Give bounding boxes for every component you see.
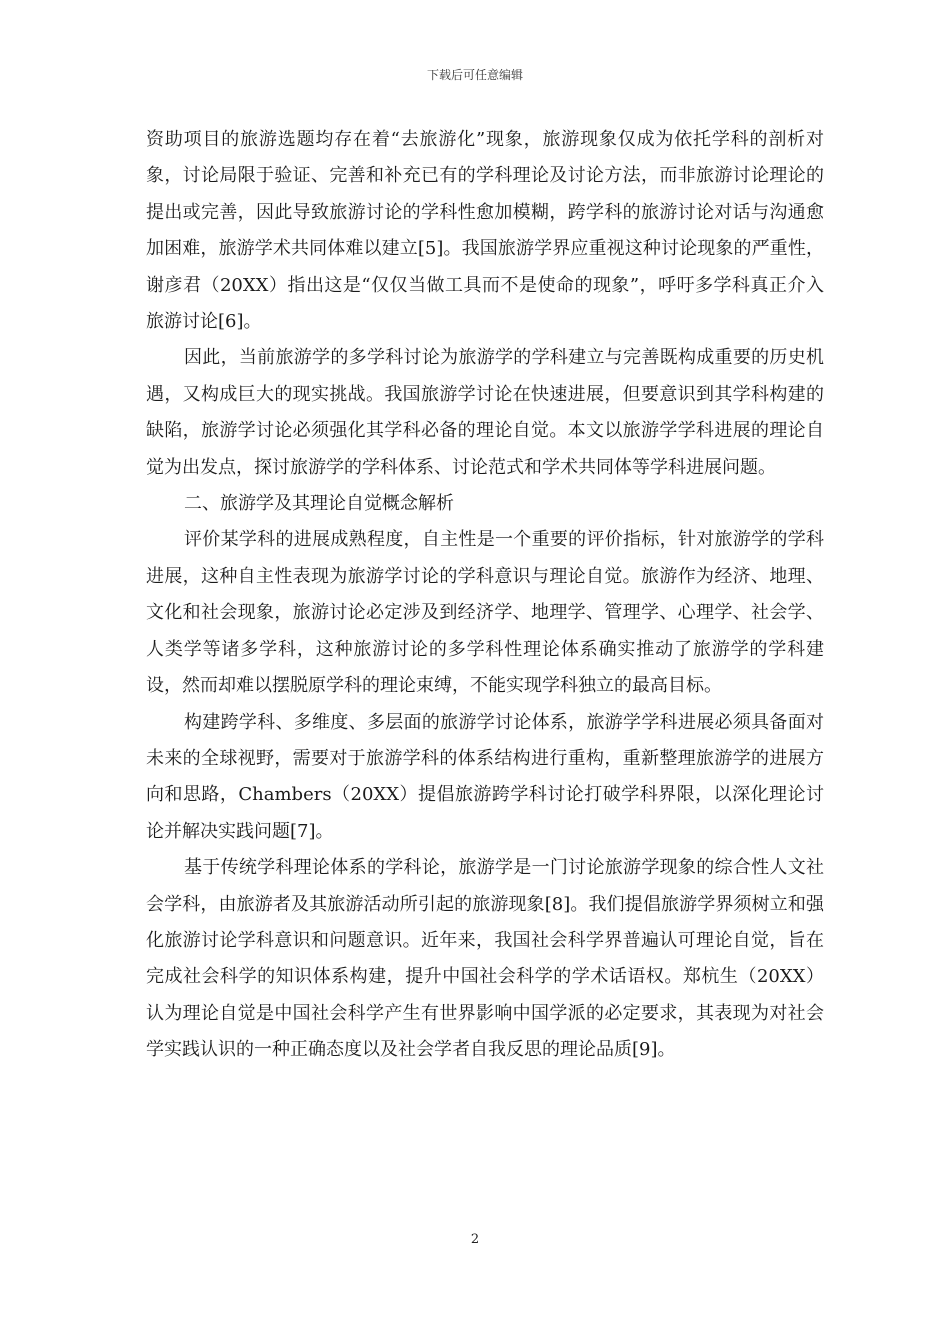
- document-body: [146, 122, 824, 1069]
- paragraph-autonomy: 评价某学科的进展成熟程度，自主性是一个重要的评价指标，针对旅游学的学科进展，这种自主性表现为旅游学讨论的学科意识与理论自觉。旅游作为经济、地理、文化和社会现象，旅游讨论必定涉及到经济学、地理学、管理学、心理学、社会学、人类学等诸多学科，这种旅游讨论的多学科性理论体系确实推动了旅游学的学科建设，然而却难以摆脱原学科的理论束缚，不能实现学科独立的最高目标。: [146, 529, 824, 697]
- paragraph-theoretical-consciousness: 基于传统学科理论体系的学科论，旅游学是一门讨论旅游学现象的综合性人文社会学科，由旅游者及其旅游活动所引起的旅游现象[8]。我们提倡旅游学界须树立和强化旅游讨论学科意识和问题意识。近年来，我国社会科学界普遍认可理论自觉，旨在完成社会科学的知识体系构建，提升中国社会科学的学术话语权。郑杭生（20XX）认为理论自觉是中国社会科学产生有世界影响中国学派的必定要求，其表现为对社会学实践认识的一种正确态度以及社会学者自我反思的理论品质[9]。: [146, 857, 824, 1061]
- page-number: 2: [470, 1232, 480, 1247]
- paragraph-opportunity: 因此，当前旅游学的多学科讨论为旅游学的学科建立与完善既构成重要的历史机遇，又构成巨大的现实挑战。我国旅游学讨论在快速进展，但要意识到其学科构建的缺陷，旅游学讨论必须强化其学科必备的理论自觉。本文以旅游学学科进展的理论自觉为出发点，探讨旅游学的学科体系、讨论范式和学术共同体等学科进展问题。: [146, 347, 824, 478]
- paragraph-interdisciplinary: 构建跨学科、多维度、多层面的旅游学讨论体系，旅游学学科进展必须具备面对未来的全球视野，需要对于旅游学科的体系结构进行重构，重新整理旅游学的进展方向和思路，Chambers（20XX）提倡旅游跨学科讨论打破学科界限，以深化理论讨论并解决实践问题[7]。: [146, 711, 824, 842]
- paragraph-continuation: 资助项目的旅游选题均存在着“去旅游化”现象，旅游现象仅成为依托学科的剖析对象，讨论局限于验证、完善和补充已有的学科理论及讨论方法，而非旅游讨论理论的提出或完善，因此导致旅游讨论的学科性愈加模糊，跨学科的旅游讨论对话与沟通愈加困难，旅游学术共同体难以建立[5]。我国旅游学界应重视这种讨论现象的严重性，谢彦君（20XX）指出这是“仅仅当做工具而不是使命的现象”，呼吁多学科真正介入旅游讨论[6]。: [146, 129, 824, 333]
- page-header: 下载后可任意编辑: [426, 68, 523, 82]
- section-heading: 二、旅游学及其理论自觉概念解析: [184, 493, 454, 515]
